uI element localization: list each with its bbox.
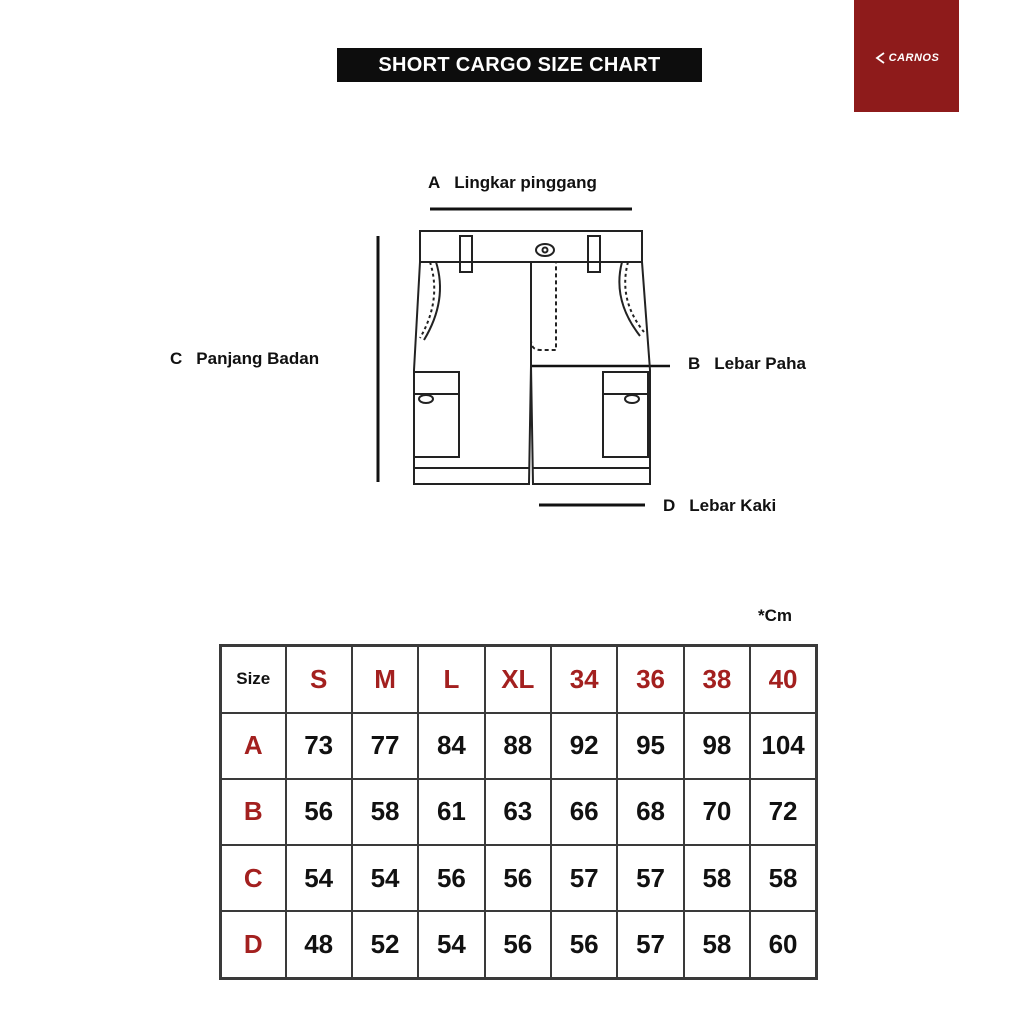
label-text: Lebar Kaki bbox=[689, 496, 777, 515]
table-cell: 58 bbox=[352, 779, 418, 845]
waistband bbox=[420, 231, 642, 262]
table-cell: 72 bbox=[750, 779, 816, 845]
table-cell: 63 bbox=[485, 779, 551, 845]
table-row bbox=[221, 713, 817, 779]
table-corner: Size bbox=[221, 646, 286, 713]
table-cell: 48 bbox=[286, 911, 352, 978]
table-cell: 95 bbox=[617, 713, 683, 779]
label-key: A bbox=[428, 173, 441, 192]
fly bbox=[531, 262, 556, 350]
table-cell: 88 bbox=[485, 713, 551, 779]
label-c bbox=[170, 349, 319, 369]
belt-loop bbox=[460, 236, 472, 272]
size-header: XL bbox=[485, 646, 551, 713]
table-cell: 56 bbox=[485, 845, 551, 911]
pocket-left bbox=[424, 262, 440, 340]
brand-name: CARNOS bbox=[888, 52, 940, 64]
table-cell: 68 bbox=[617, 779, 683, 845]
label-b bbox=[688, 354, 806, 374]
size-table bbox=[219, 644, 818, 980]
table-cell: 56 bbox=[551, 911, 617, 978]
table-cell: 57 bbox=[617, 845, 683, 911]
waist-button bbox=[536, 244, 554, 256]
table-cell: 60 bbox=[750, 911, 816, 978]
table-cell: 56 bbox=[418, 845, 484, 911]
row-key: A bbox=[221, 713, 286, 779]
belt-loop bbox=[588, 236, 600, 272]
pocket-right bbox=[619, 262, 640, 336]
table-header-row bbox=[221, 646, 817, 713]
size-header: S bbox=[286, 646, 352, 713]
label-text: Panjang Badan bbox=[196, 349, 320, 368]
table-cell: 73 bbox=[286, 713, 352, 779]
label-key: C bbox=[170, 349, 183, 368]
table-cell: 104 bbox=[750, 713, 816, 779]
table-row bbox=[221, 845, 817, 911]
size-header: 36 bbox=[617, 646, 683, 713]
table-cell: 98 bbox=[684, 713, 750, 779]
table-cell: 92 bbox=[551, 713, 617, 779]
table-cell: 66 bbox=[551, 779, 617, 845]
table-cell: 77 bbox=[352, 713, 418, 779]
cargo-pocket-right bbox=[603, 372, 648, 457]
label-key: D bbox=[663, 496, 676, 515]
size-header: M bbox=[352, 646, 418, 713]
table-row bbox=[221, 911, 817, 978]
table-cell: 56 bbox=[286, 779, 352, 845]
table-cell: 54 bbox=[286, 845, 352, 911]
table-cell: 61 bbox=[418, 779, 484, 845]
row-key: C bbox=[221, 845, 286, 911]
table-cell: 58 bbox=[750, 845, 816, 911]
table-cell: 57 bbox=[617, 911, 683, 978]
table-cell: 56 bbox=[485, 911, 551, 978]
label-d bbox=[663, 496, 776, 516]
label-text: Lebar Paha bbox=[714, 354, 806, 373]
table-cell: 58 bbox=[684, 911, 750, 978]
label-key: B bbox=[688, 354, 701, 373]
table-cell: 54 bbox=[352, 845, 418, 911]
label-text: Lingkar pinggang bbox=[454, 173, 597, 192]
row-key: D bbox=[221, 911, 286, 978]
label-a bbox=[428, 173, 597, 193]
table-cell: 52 bbox=[352, 911, 418, 978]
size-header: 40 bbox=[750, 646, 816, 713]
table-cell: 57 bbox=[551, 845, 617, 911]
unit-note: *Cm bbox=[758, 606, 793, 625]
table-row bbox=[221, 779, 817, 845]
table-cell: 54 bbox=[418, 911, 484, 978]
size-header: 34 bbox=[551, 646, 617, 713]
size-header: L bbox=[418, 646, 484, 713]
table-cell: 84 bbox=[418, 713, 484, 779]
cargo-pocket-left bbox=[414, 372, 459, 457]
page-title: SHORT CARGO SIZE CHART bbox=[337, 48, 702, 82]
table-cell: 70 bbox=[684, 779, 750, 845]
table-cell: 58 bbox=[684, 845, 750, 911]
size-header: 38 bbox=[684, 646, 750, 713]
row-key: B bbox=[221, 779, 286, 845]
